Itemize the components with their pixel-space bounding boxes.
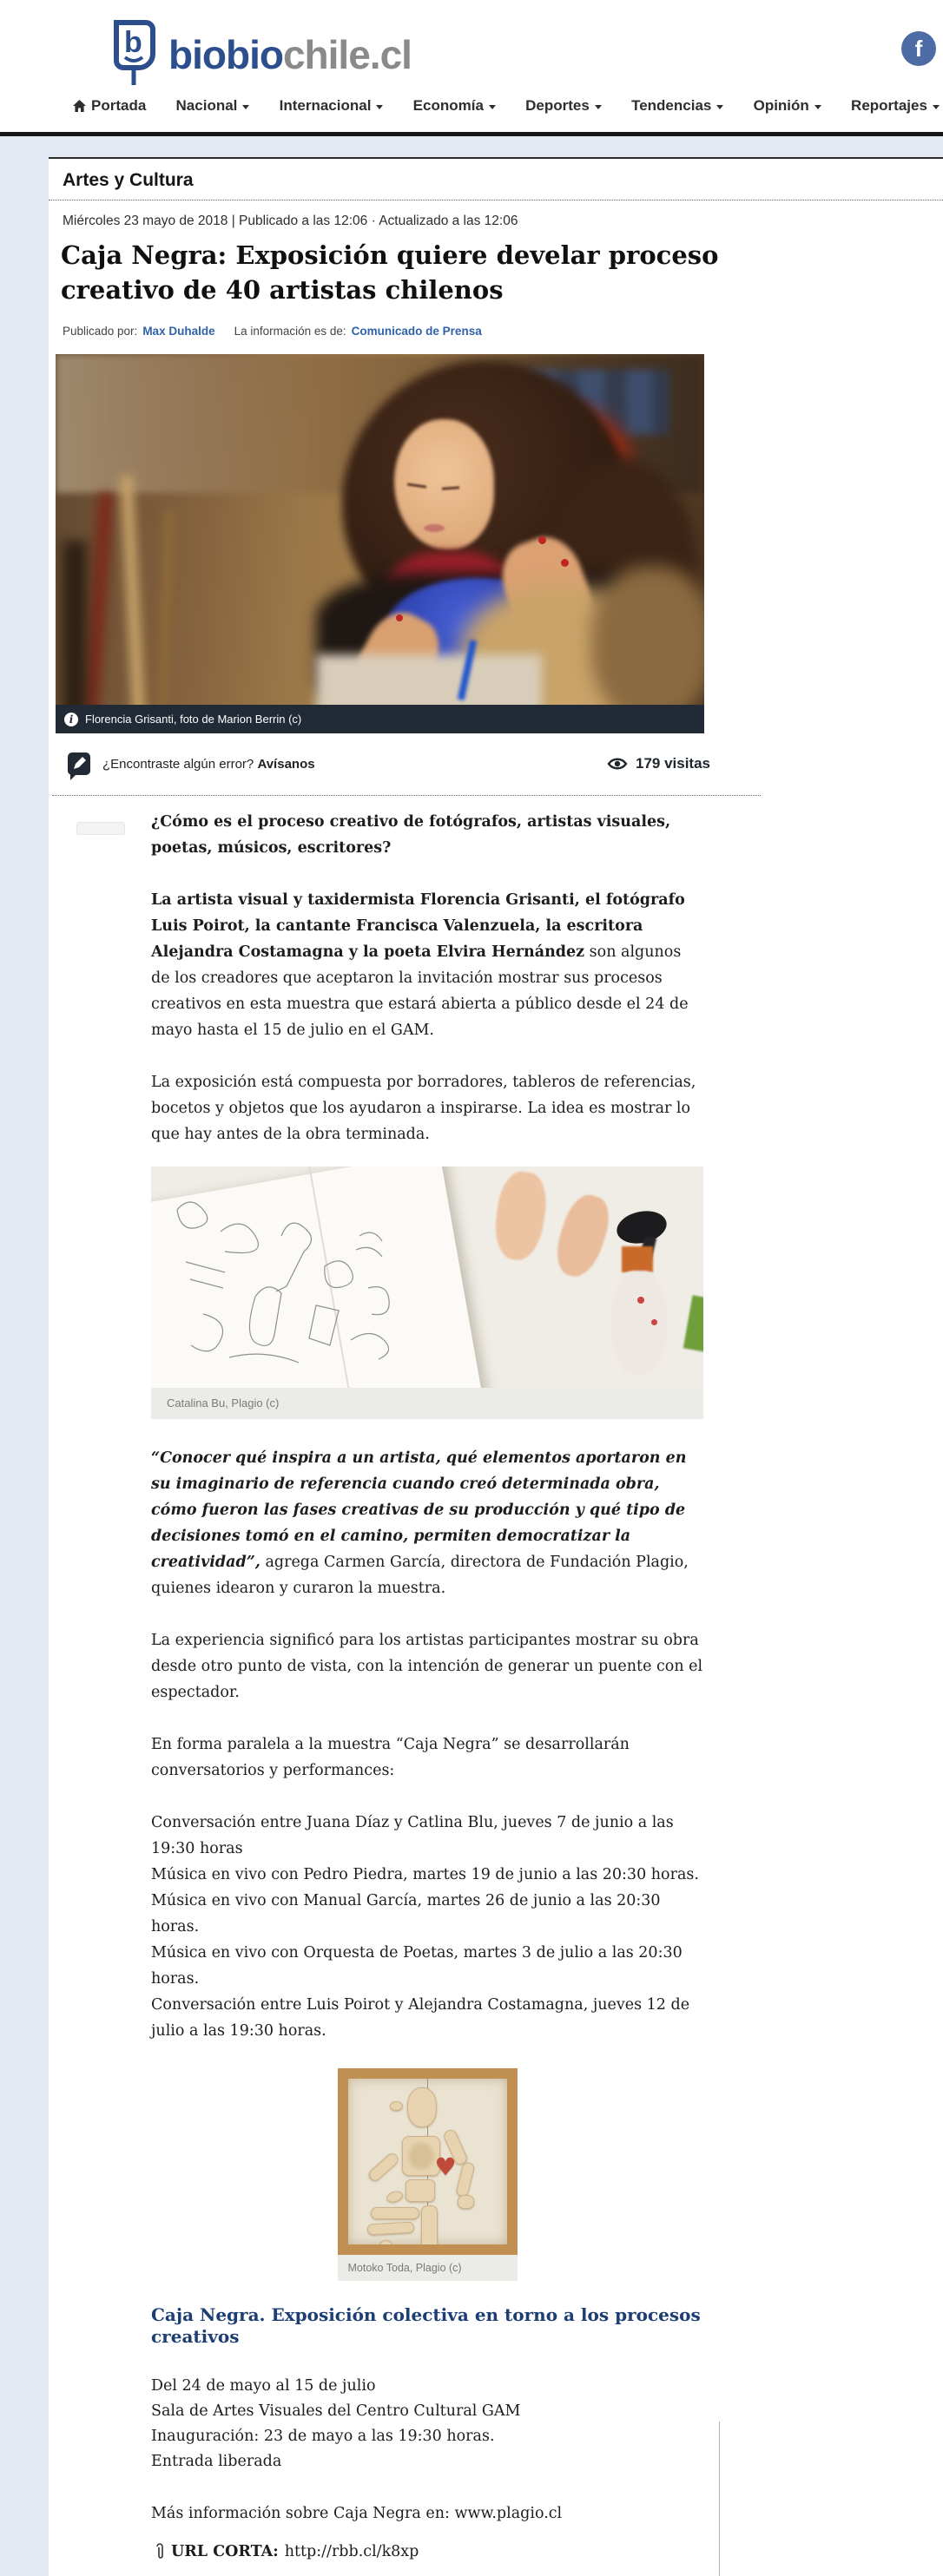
- paragraph-bold: La artista visual y taxidermista Florencia Grisanti, el fotógrafo Luis Poirot, la cantante Francisca Valenzuela, la escritora Alejandra Costamagna y la poeta Elvira Hernández: [151, 891, 685, 961]
- svg-text:b: b: [124, 26, 142, 59]
- short-url-label: URL CORTA:: [171, 2543, 279, 2560]
- page-title: Caja Negra: Exposición quiere develar proceso creativo de 40 artistas chilenos: [61, 240, 719, 305]
- nav-item-reportajes[interactable]: [851, 97, 940, 115]
- article-dateline: Miércoles 23 mayo de 2018 | Publicado a las 12:06 · Actualizado a las 12:06: [63, 214, 518, 228]
- article-body: [151, 809, 703, 2565]
- biobiochile-logo[interactable]: [111, 19, 412, 87]
- report-error-group: [68, 752, 315, 775]
- header-divider: [0, 132, 943, 136]
- heart-piece: ♥: [434, 2152, 457, 2181]
- chevron-down-icon: [242, 105, 249, 109]
- sidebar-border-line: [719, 2422, 720, 2576]
- info-line: Del 24 de mayo al 15 de julio: [151, 2377, 376, 2395]
- article-card: [49, 157, 943, 2576]
- author-link[interactable]: Max Duhalde: [142, 325, 215, 338]
- chevron-down-icon: [376, 105, 383, 109]
- site-header: [0, 0, 943, 132]
- info-line: Entrada liberada: [151, 2453, 282, 2470]
- hero-caption: [56, 705, 704, 733]
- nav-label: Nacional: [175, 97, 238, 114]
- short-url-link[interactable]: http://rbb.cl/k8xp: [284, 2543, 419, 2560]
- nav-label: Portada: [91, 97, 147, 114]
- source-label: La información es de:: [234, 325, 346, 338]
- nav-label: Internacional: [279, 97, 372, 114]
- nav-item-tendencias[interactable]: [631, 97, 723, 115]
- section-title[interactable]: Artes y Cultura: [49, 159, 943, 200]
- quote-attribution: agrega Carmen García, directora de Fundación Plagio, quienes idearon y curaron la muestra.: [151, 1554, 689, 1597]
- wooden-box-photo: [338, 2068, 518, 2255]
- biobio-emblem-icon: [111, 19, 156, 87]
- nav-item-economia[interactable]: [413, 97, 496, 115]
- short-url-row: [155, 2539, 703, 2565]
- nav-label: Economía: [412, 97, 484, 114]
- logo-wordmark: [168, 31, 412, 78]
- chevron-down-icon: [933, 105, 940, 109]
- logo-text-chilecl: chile.cl: [282, 32, 412, 77]
- chevron-down-icon: [814, 105, 821, 109]
- info-line: Sala de Artes Visuales del Centro Cultural GAM: [151, 2402, 521, 2420]
- event-item: Música en vivo con Manual García, martes 26 de junio a las 20:30 horas.: [151, 1892, 661, 1935]
- nav-item-deportes[interactable]: [525, 97, 602, 115]
- report-error-icon[interactable]: [68, 752, 90, 775]
- nav-item-portada[interactable]: [73, 97, 146, 115]
- nav-item-nacional[interactable]: [176, 97, 250, 115]
- events-list: [151, 1810, 703, 2044]
- paperclip-icon: [155, 2542, 165, 2561]
- info-icon: i: [64, 713, 78, 726]
- paragraph: [151, 887, 703, 1043]
- hero-figure: [56, 354, 704, 733]
- facebook-icon[interactable]: f: [901, 31, 936, 66]
- chevron-down-icon: [595, 105, 602, 109]
- wooden-box-figure: [338, 2068, 518, 2281]
- event-item: Conversación entre Luis Poirot y Alejandra Costamagna, jueves 12 de julio a las 19:30 horas.: [151, 1996, 690, 2040]
- chevron-down-icon: [489, 105, 496, 109]
- exhibition-info: [151, 2374, 703, 2474]
- quote-bold: “Conocer qué inspira a un artista, qué elementos aportaron en su imaginario de referencia cuando creó determinada obra, cómo fueron las fases creativas de su producción y qué tipo de decisiones tomó en el camino, permiten democratizar la creatividad”,: [151, 1449, 687, 1571]
- nav-label: Tendencias: [631, 97, 712, 114]
- published-by-label: Publicado por:: [63, 325, 138, 338]
- views-count: 179 visitas: [635, 755, 710, 772]
- source-link[interactable]: Comunicado de Prensa: [351, 325, 482, 338]
- paragraph: En forma paralela a la muestra “Caja Negra” se desarrollarán conversatorios y performances:: [151, 1736, 630, 1779]
- nav-label: Opinión: [753, 97, 809, 114]
- paragraph: La exposición está compuesta por borradores, tableros de referencias, bocetos y objetos que los ayudaron a inspirarse. La idea es mostrar lo que hay antes de la obra terminada.: [151, 1074, 696, 1143]
- error-report-row: [68, 752, 710, 775]
- nav-label: Deportes: [525, 97, 590, 114]
- home-icon: [73, 100, 86, 112]
- paragraph: La experiencia significó para los artistas participantes mostrar su obra desde otro punto de vista, con la intención de generar un puente con el espectador.: [151, 1632, 703, 1701]
- paragraph-text: son algunos de los creadores que aceptaron la invitación mostrar sus procesos creativos en esta muestra que estará abierta a público desde el 24 de mayo hasta el 15 de julio en el GAM.: [151, 943, 689, 1039]
- eye-icon: [607, 756, 628, 772]
- nav-label: Reportajes: [851, 97, 927, 114]
- logo-text-biobio: biobio: [168, 32, 283, 77]
- error-question: ¿Encontraste algún error?: [102, 756, 254, 772]
- event-item: Música en vivo con Orquesta de Poetas, martes 3 de julio a las 20:30 horas.: [151, 1944, 683, 1988]
- chevron-down-icon: [716, 105, 723, 109]
- sketchbook-photo: [151, 1166, 703, 1388]
- quote-paragraph: [151, 1445, 703, 1601]
- nav-item-internacional[interactable]: [280, 97, 384, 115]
- report-error-link[interactable]: Avísanos: [257, 756, 315, 772]
- exhibition-subheading: Caja Negra. Exposición colectiva en torno a los procesos creativos: [151, 2304, 701, 2347]
- more-info-line: Más información sobre Caja Negra en: www.plagio.cl: [151, 2505, 563, 2522]
- wooden-box-caption: Motoko Toda, Plagio (c): [338, 2255, 518, 2281]
- sketchbook-figure: [151, 1166, 703, 1419]
- views-counter: [607, 755, 710, 772]
- hero-photo: [56, 354, 704, 705]
- event-item: Conversación entre Juana Díaz y Catlina Blu, jueves 7 de junio a las 19:30 horas: [151, 1814, 674, 1857]
- report-error-text: [102, 757, 315, 772]
- event-item: Música en vivo con Pedro Piedra, martes 19 de junio a las 20:30 horas.: [151, 1866, 699, 1883]
- hero-caption-text: Florencia Grisanti, foto de Marion Berrin (c): [85, 713, 302, 726]
- byline: [63, 325, 929, 338]
- share-widget-placeholder[interactable]: [76, 822, 125, 835]
- sketchbook-caption: Catalina Bu, Plagio (c): [151, 1388, 703, 1419]
- nav-item-opinion[interactable]: [754, 97, 821, 115]
- info-line: Inauguración: 23 de mayo a las 19:30 horas.: [151, 2428, 495, 2445]
- main-nav: [0, 97, 943, 115]
- article-divider: [52, 795, 761, 796]
- lead-paragraph: ¿Cómo es el proceso creativo de fotógrafos, artistas visuales, poetas, músicos, escritores?: [151, 813, 671, 857]
